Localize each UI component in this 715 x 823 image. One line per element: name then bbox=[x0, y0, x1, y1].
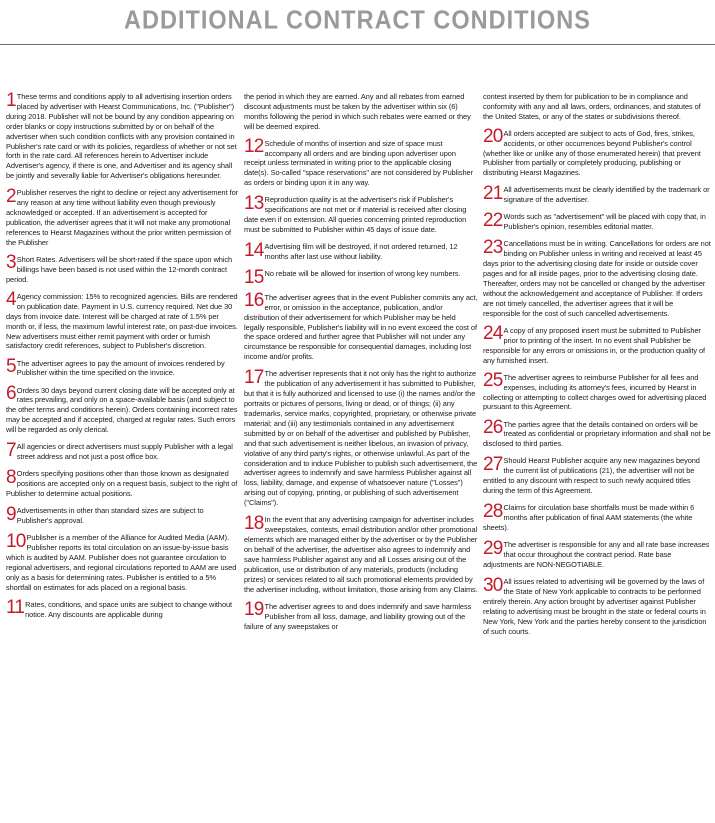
clause-number: 18 bbox=[244, 512, 264, 534]
column-1 bbox=[6, 89, 240, 627]
clause-text: Publisher is a member of the Alliance for Audited Media (AAM). Publisher reports its total circulation on an issue-by-issue basis which is audited by AAM. Publisher does not guarantee circulation to regional advertisers, and regional circulations reported to AAM are used only as a basis for determining rates. Publisher is entitled to a 5% shortfall on estimates for ads placed on a regional basis. bbox=[6, 533, 237, 592]
clause-text: Rates, conditions, and space units are subject to change without notice. Any discounts are applicable during bbox=[25, 599, 233, 619]
clause-16 bbox=[244, 290, 478, 362]
clause-number: 11 bbox=[6, 597, 25, 619]
clause-number: 21 bbox=[483, 182, 503, 204]
clause-8 bbox=[6, 466, 240, 499]
clause-6 bbox=[6, 383, 240, 436]
clause-text: A copy of any proposed insert must be submitted to Publisher prior to printing of the insert. In no event shall Publisher be responsible for any errors or omissions in, or the production quality of any furnished insert. bbox=[483, 325, 706, 365]
clause-27 bbox=[483, 453, 711, 496]
clause-number: 28 bbox=[483, 500, 503, 522]
clause-text: In the event that any advertising campaign for advertiser includes sweepstakes, contests, email distribution and/or other promotional elements which are managed either by the advertiser or by the Publisher on behalf of the advertiser, the advertiser also agrees to indemnify and save harmless Publisher against any and all Losses arising out of the publication, use or distribution of any materials, products (including prizes) or services related to all such promotional elements provided by the advertiser including, without limitation, those arising from any Claims. bbox=[244, 515, 478, 594]
clause-text: Orders 30 days beyond current closing date will be accepted only at rates prevailing, and only on a space-available basis (and subject to the other terms and conditions herein). Orders containing incorrect rates may be accepted and if accepted, charged at regular rates. Such errors will be regarded as only clerical. bbox=[6, 385, 238, 435]
clause-text: All issues related to advertising will be governed by the laws of the State of New York applicable to contracts to be performed entirely therein. Any action brought by advertiser against Publisher relating to advertising must be brought in the state or federal courts in New York, New York and the parties hereby consent to the jurisdiction of such courts. bbox=[483, 577, 707, 636]
clause-23 bbox=[483, 236, 711, 318]
clause-number: 22 bbox=[483, 209, 503, 231]
clause-text: All agencies or direct advertisers must supply Publisher with a legal street address and not just a post office box. bbox=[16, 442, 233, 462]
clause-22 bbox=[483, 209, 711, 232]
clause-number: 10 bbox=[6, 530, 26, 552]
clause-number: 30 bbox=[483, 574, 503, 596]
clause-3 bbox=[6, 252, 240, 285]
clause-number: 26 bbox=[483, 417, 503, 438]
clause-text: Advertisements in other than standard sizes are subject to Publisher's approval. bbox=[16, 506, 204, 526]
clause-19 bbox=[244, 599, 478, 632]
clause-text: Short Rates. Advertisers will be short-rated if the space upon which billings have been based is not used within the 12-month contract period. bbox=[6, 254, 233, 284]
clause-text: All orders accepted are subject to acts of God, fires, strikes, accidents, or other occurrences beyond Publisher's control (whether like or unlike any of those enumerated herein) that prevent Publisher from partially or completely producing, publishing or distributing Hearst Magazines. bbox=[483, 128, 701, 178]
clause-1 bbox=[6, 89, 240, 181]
clause-text: Publisher reserves the right to decline or reject any advertisement for any reason at any time without liability even though previously acknowledged or accepted. If an advertisement is accepted for publication, the advertiser agrees that it will not make any promotional references to Hearst Magazines without the prior written permission of the Publisher bbox=[6, 188, 239, 247]
clause-text: Advertising film will be destroyed, if not ordered returned, 12 months after last use without liability. bbox=[264, 242, 458, 262]
clause-number: 14 bbox=[244, 239, 264, 261]
clause-number: 4 bbox=[6, 289, 16, 311]
clause-10 bbox=[6, 530, 240, 592]
clause-number: 12 bbox=[244, 136, 264, 158]
clause-text: The advertiser agrees to and does indemnify and save harmless Publisher from all loss, damage, and liability growing out of the failure of any sweepstakes or bbox=[244, 601, 472, 631]
clause-text: Agency commission: 15% to recognized agencies. Bills are rendered on publication date. Payment in U.S. currency required. Net due 30 days from invoice date. Interest will be charged at rate of 1.5% per month or, if less, the maximum lawful interest rate, on past-due invoices. New advertisers must either remit payment with order or furnish satisfactory credit references, subject to Publisher's discretion. bbox=[6, 291, 238, 351]
clause-number: 2 bbox=[6, 185, 16, 207]
clause-number: 17 bbox=[244, 366, 264, 388]
clause-11 bbox=[6, 597, 240, 620]
clause-number: 9 bbox=[6, 503, 16, 525]
clause-26 bbox=[483, 417, 711, 450]
clause-number: 3 bbox=[6, 252, 16, 274]
clause-number: 29 bbox=[483, 537, 503, 559]
clause-text: The advertiser agrees to reimburse Publisher for all fees and expenses, including its attorney's fees, incurred by Hearst in collecting or attempting to collect charges owed for advertising placed pursuant to this Agreement. bbox=[483, 372, 707, 412]
clause-number: 15 bbox=[244, 266, 264, 288]
clause-text: Should Hearst Publisher acquire any new magazines beyond the current list of publications (21), the advertiser will not be entitled to any discount with respect to such newly acquired titles during the term of this Agreement. bbox=[483, 456, 700, 496]
clause-5 bbox=[6, 356, 240, 379]
title-divider bbox=[0, 44, 715, 45]
clause-text: The advertiser represents that it not only has the right to authorize the publication of any advertisement it has submitted to Publisher, but that it is fully authorized and licensed to use (i) the names and/or the portraits or pictures of persons, living or dead, or of things; (ii) any trademarks, service marks, copyrighted, proprietary, or otherwise private material; and (iii) any testimonials contained in any advertisement submitted by or on behalf of the advertiser and published by Publisher, and that such advertisement is neither libelous, an invasion of privacy, violative of any third party's rights, or otherwise unlawful. As part of the consideration and to induce Publisher to publish such advertisement, the advertiser agrees to indemnify and save harmless Publisher against all loss, liability, damage, and expense of whatsoever nature ("Losses") arising out of copying, printing, or publishing of such advertisement ("Claims"). bbox=[244, 369, 478, 508]
clause-number: 23 bbox=[483, 236, 503, 258]
clause-12 bbox=[244, 136, 478, 189]
clause-text: The advertiser agrees that in the event Publisher commits any act, error, or omission in the acceptance, publication, and/or distribution of their advertisement for which Publisher may be held legally responsible, Publisher's liability will in no event exceed the cost of the space ordered and further agree that Publisher will not under any circumstance be responsible for consequential damages, including lost income and/or profits. bbox=[244, 292, 478, 362]
clause-number: 27 bbox=[483, 453, 503, 475]
clause-number: 20 bbox=[483, 126, 503, 148]
clause-14 bbox=[244, 239, 478, 262]
clause-text: No rebate will be allowed for insertion of wrong key numbers. bbox=[264, 269, 461, 279]
clause-11-continued: the period in which they are earned. Any and all rebates from earned discount adjustments must be taken by the advertiser within six (6) months following the period in which such rebates were earned or they will be deemed expired. bbox=[244, 92, 471, 131]
clause-number: 5 bbox=[6, 356, 16, 377]
clause-24 bbox=[483, 323, 711, 366]
clause-text: Reproduction quality is at the advertiser's risk if Publisher's specifications are not met or if material is received after closing date even if on extension. All queries concerning printed reproduction must be submitted to Publisher within 45 days of issue date. bbox=[244, 195, 467, 235]
clause-15 bbox=[244, 266, 478, 288]
clause-text: Claims for circulation base shortfalls must be made within 6 months after publication of final AAM statements (the white sheets). bbox=[483, 503, 695, 533]
clause-text: Cancellations must be in writing. Cancellations for orders are not binding on Publisher unless in writing and received at least 45 days prior to the advertising closing date for inside or outside cover pages and for all inside pages, prior to the advertising closing date. Thereafter, orders may not be cancelled or changed by the advertiser without the acknowledgement and acceptance of Publisher. If orders are not timely cancelled, the advertiser agrees that it will be responsible for the cost of such cancelled advertisements. bbox=[483, 239, 711, 318]
clause-number: 7 bbox=[6, 439, 16, 461]
clause-4 bbox=[6, 289, 240, 351]
clause-30 bbox=[483, 574, 711, 636]
clause-number: 8 bbox=[6, 466, 16, 488]
clause-text: The advertiser agrees to pay the amount of invoices rendered by Publisher within the time specified on the invoice. bbox=[16, 358, 225, 378]
clause-number: 25 bbox=[483, 370, 503, 392]
clause-21 bbox=[483, 182, 711, 205]
clause-13 bbox=[244, 192, 478, 235]
clause-text: Words such as "advertisement" will be placed with copy that, in Publisher's opinion, resembles editorial matter. bbox=[503, 212, 706, 232]
clause-2 bbox=[6, 185, 240, 247]
clause-text: Orders specifying positions other than those known as designated positions are accepted only on a request basis, subject to the right of Publisher to determine actual positions. bbox=[6, 469, 238, 499]
clause-text: All advertisements must be clearly identified by the trademark or signature of the advertiser. bbox=[503, 185, 710, 205]
clause-29 bbox=[483, 537, 711, 570]
clause-28 bbox=[483, 500, 711, 533]
clause-number: 13 bbox=[244, 192, 264, 214]
clause-number: 6 bbox=[6, 383, 16, 404]
clause-25 bbox=[483, 370, 711, 413]
page-title: ADDITIONAL CONTRACT CONDITIONS bbox=[124, 5, 591, 35]
clause-17 bbox=[244, 366, 478, 508]
clause-18 bbox=[244, 512, 478, 594]
clause-number: 1 bbox=[6, 89, 16, 111]
clause-19-continued: contest inserted by them for publication to be in compliance and conformity with any and all laws, orders, ordinances, and statutes of the United States, or any of the states or subdivisions thereof. bbox=[483, 92, 701, 121]
clause-text: These terms and conditions apply to all advertising insertion orders placed by advertiser with Hearst Communications, Inc. ("Publisher") during 2018. Publisher will not be bound by any condition appearing on order blanks or copy instructions submitted by or on behalf of the advertiser when such condition conflicts with any provision contained in Publisher's rate card or with its policies, regardless of whether or not set forth in the rate card. All references herein to Advertiser include Advertiser's agency, if there is one, and Advertiser and its agency shall be jointly and severally liable for Advertiser's obligations hereunder. bbox=[6, 92, 237, 181]
clause-number: 24 bbox=[483, 323, 503, 345]
column-2 bbox=[244, 92, 478, 639]
column-3 bbox=[483, 92, 711, 644]
clause-text: The advertiser is responsible for any and all rate base increases that occur throughout the contract period. Rate base adjustments are NON-NEGOTIABLE. bbox=[483, 540, 710, 569]
clause-7 bbox=[6, 439, 240, 462]
clause-text: Schedule of months of insertion and size of space must accompany all orders and are binding upon advertiser upon receipt unless terminated in writing prior to the applicable closing date(s). So-called "space reservations" are not considered by Publisher as orders or binding upon it in any way. bbox=[244, 138, 473, 188]
clause-text: The parties agree that the details contained on orders will be treated as confidential or proprietary information and shall not be disclosed to third parties. bbox=[483, 419, 711, 449]
clause-number: 16 bbox=[244, 290, 264, 312]
clause-20 bbox=[483, 126, 711, 179]
clause-9 bbox=[6, 503, 240, 526]
clause-number: 19 bbox=[244, 599, 264, 621]
